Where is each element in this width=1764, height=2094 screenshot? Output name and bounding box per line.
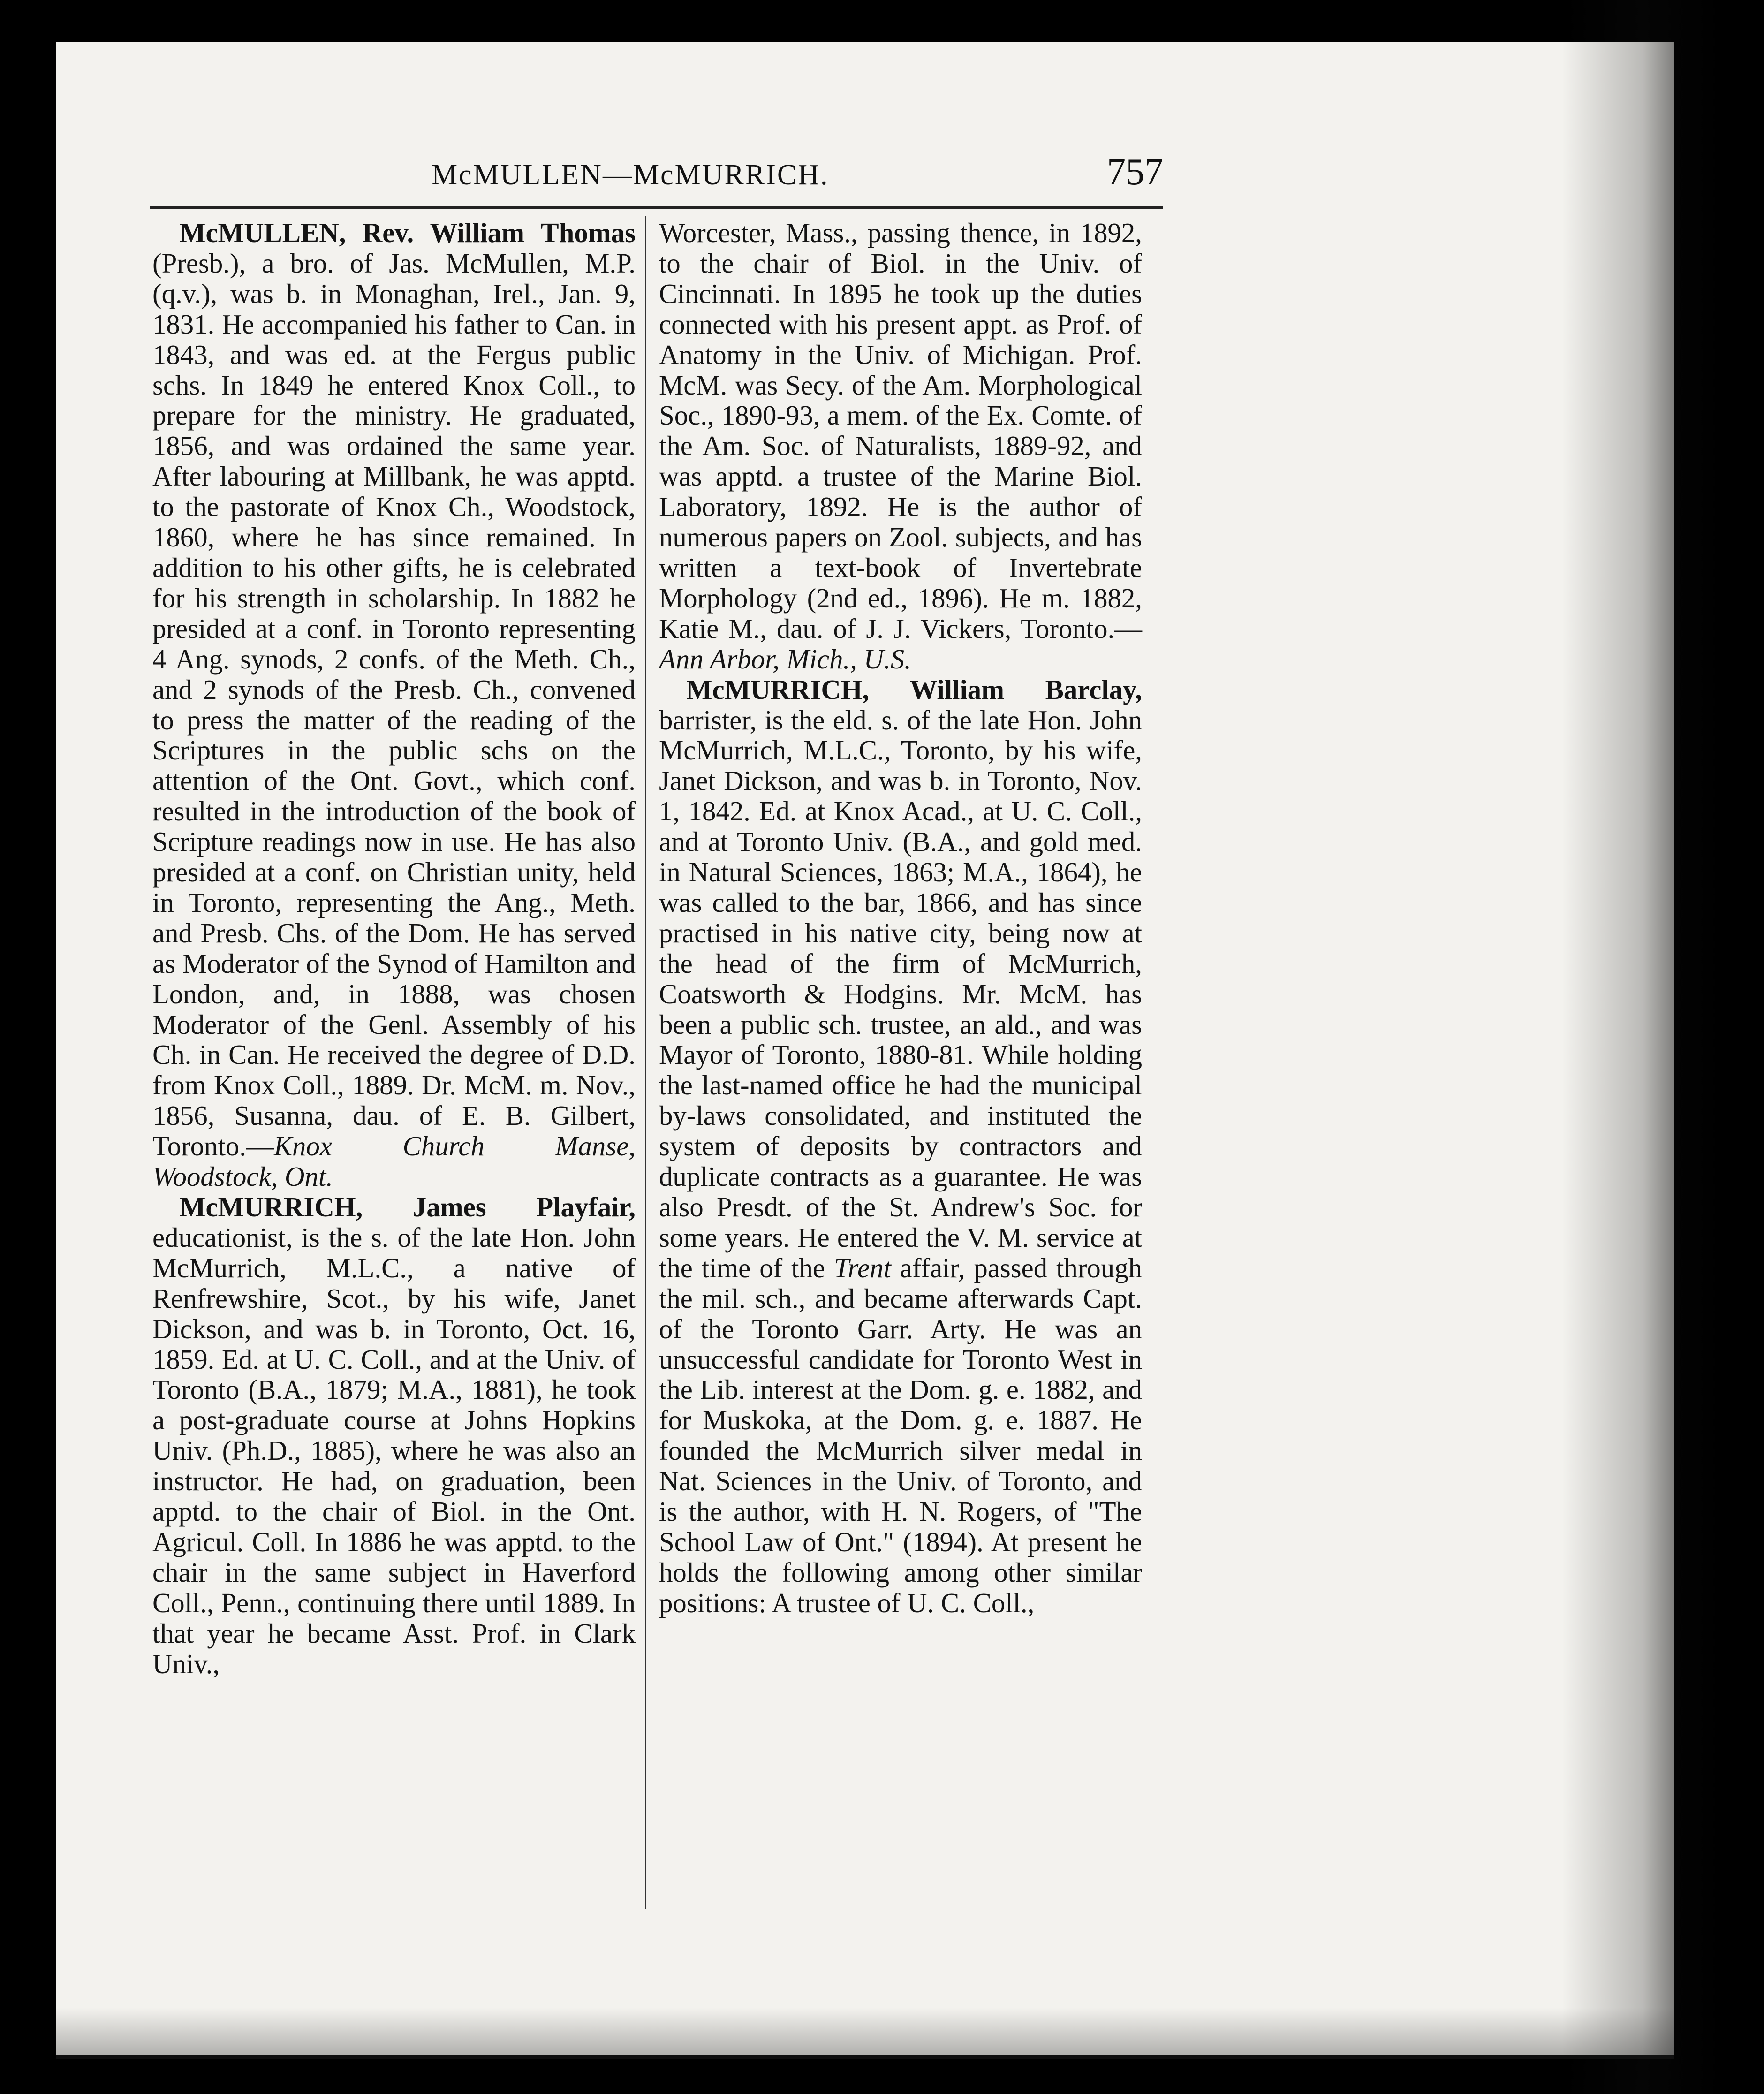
right-column bbox=[659, 218, 1142, 1619]
scan-smudge-bottom bbox=[56, 2008, 1674, 2059]
scan-shadow-right bbox=[1562, 0, 1764, 2094]
entry-mcmurrich-james-playfair bbox=[152, 1192, 636, 1680]
entry-mcmurrich-james-playfair-continued bbox=[659, 218, 1142, 675]
column-divider bbox=[645, 216, 646, 1909]
entry-address: Knox Church Manse, Woodstock, Ont. bbox=[152, 1131, 636, 1192]
header-rule bbox=[150, 206, 1163, 209]
entry-body-continued: affair, passed through the mil. sch., and became afterwards Capt. of the Toronto Garr. Arty. He was an unsuccessful candidate for Toronto West in the Lib. interest at the Dom. g. e. 1882, and for Muskoka, at the Dom. g. e. 1887. He founded the McMurrich silver medal in Nat. Sciences in the Univ. of Toronto, and is the author, with H. N. Rogers, of "The School Law of Ont." (1894). At present he holds the following among other similar positions: A trustee of U. C. Coll., bbox=[659, 1252, 1142, 1618]
entry-mcmurrich-william-barclay bbox=[659, 675, 1142, 1619]
entry-body: (Presb.), a bro. of Jas. McMullen, M.P. (q.v.), was b. in Monaghan, Irel., Jan. 9, 1831. He accompanied his father to Can. in 1843, and was ed. at the Fergus public schs. In 1849 he entered Knox Coll., to prepare for the ministry. He graduated, 1856, and was ordained the same year. After labouring at Millbank, he was apptd. to the pastorate of Knox Ch., Woodstock, 1860, where he has since remained. In addition to his other gifts, he is celebrated for his strength in scholarship. In 1882 he presided at a conf. in Toronto representing 4 Ang. synods, 2 confs. of the Meth. Ch., and 2 synods of the Presb. Ch., convened to press the matter of the reading of the Scriptures in the public schs on the attention of the Ont. Govt., which conf. resulted in the introduction of the book of Scripture readings now in use. He has also presided at a conf. on Christian unity, held in Toronto, representing the Ang., Meth. and Presb. Chs. of the Dom. He has served as Moderator of the Synod of Hamilton and London, and, in 1888, was chosen Moderator of the Genl. Assembly of his Ch. in Can. He received the degree of D.D. from Knox Coll., 1889. Dr. McM. m. Nov., 1856, Susanna, dau. of E. B. Gilbert, Toronto.— bbox=[152, 248, 636, 1162]
entry-body: barrister, is the eld. s. of the late Hon. John McMurrich, M.L.C., Toronto, by his wife, Janet Dickson, and was b. in Toronto, Nov. 1, 1842. Ed. at Knox Acad., at U. C. Coll., and at Toronto Univ. (B.A., and gold med. in Natural Sciences, 1863; M.A., 1864), he was called to the bar, 1866, and has since practised in his native city, being now at the head of the firm of McMurrich, Coatsworth & Hodgins. Mr. McM. has been a public sch. trustee, an ald., and was Mayor of Toronto, 1880-81. While holding the last-named office he had the municipal by-laws consolidated, and instituted the system of deposits by contractors and duplicate contracts as a guarantee. He was also Presdt. of the St. Andrew's Soc. for some years. He entered the V. M. service at the time of the bbox=[659, 705, 1142, 1283]
entry-headword: McMURRICH, William Barclay, bbox=[686, 674, 1142, 705]
scan-border-left bbox=[0, 0, 56, 2094]
page-number: 757 bbox=[1107, 152, 1163, 193]
entry-headword: McMURRICH, James Playfair, bbox=[180, 1192, 636, 1222]
entry-body: educationist, is the s. of the late Hon. John McMurrich, M.L.C., a native of Renfrewshire, Scot., by his wife, Janet Dickson, and was b. in Toronto, Oct. 16, 1859. Ed. at U. C. Coll., and at the Univ. of Toronto (B.A., 1879; M.A., 1881), he took a post-graduate course at Johns Hopkins Univ. (Ph.D., 1885), where he was also an instructor. He had, on graduation, been apptd. to the chair of Biol. in the Ont. Agricul. Coll. In 1886 he was apptd. to the chair in the same subject in Haverford Coll., Penn., continuing there until 1889. In that year he became Asst. Prof. in Clark Univ., bbox=[152, 1222, 636, 1679]
entry-address: Ann Arbor, Mich., U.S. bbox=[659, 644, 911, 675]
page-title: McMULLEN—McMURRICH. bbox=[432, 159, 829, 191]
entry-italic-word: Trent bbox=[833, 1252, 891, 1283]
running-head bbox=[150, 149, 1163, 205]
entry-headword: McMULLEN, Rev. William Thomas bbox=[180, 218, 636, 248]
entry-body: Worcester, Mass., passing thence, in 1892, to the chair of Biol. in the Univ. of Cincinnati. In 1895 he took up the duties connected with his present appt. as Prof. of Anatomy in the Univ. of Michigan. Prof. McM. was Secy. of the Am. Morphological Soc., 1890-93, a mem. of the Ex. Comte. of the Am. Soc. of Naturalists, 1889-92, and was apptd. a trustee of the Marine Biol. Laboratory, 1892. He is the author of numerous papers on Zool. subjects, and has written a text-book of Invertebrate Morphology (2nd ed., 1896). He m. 1882, Katie M., dau. of J. J. Vickers, Toronto.— bbox=[659, 218, 1142, 644]
left-column bbox=[152, 218, 636, 1680]
entry-mcmullen-william-thomas bbox=[152, 218, 636, 1192]
